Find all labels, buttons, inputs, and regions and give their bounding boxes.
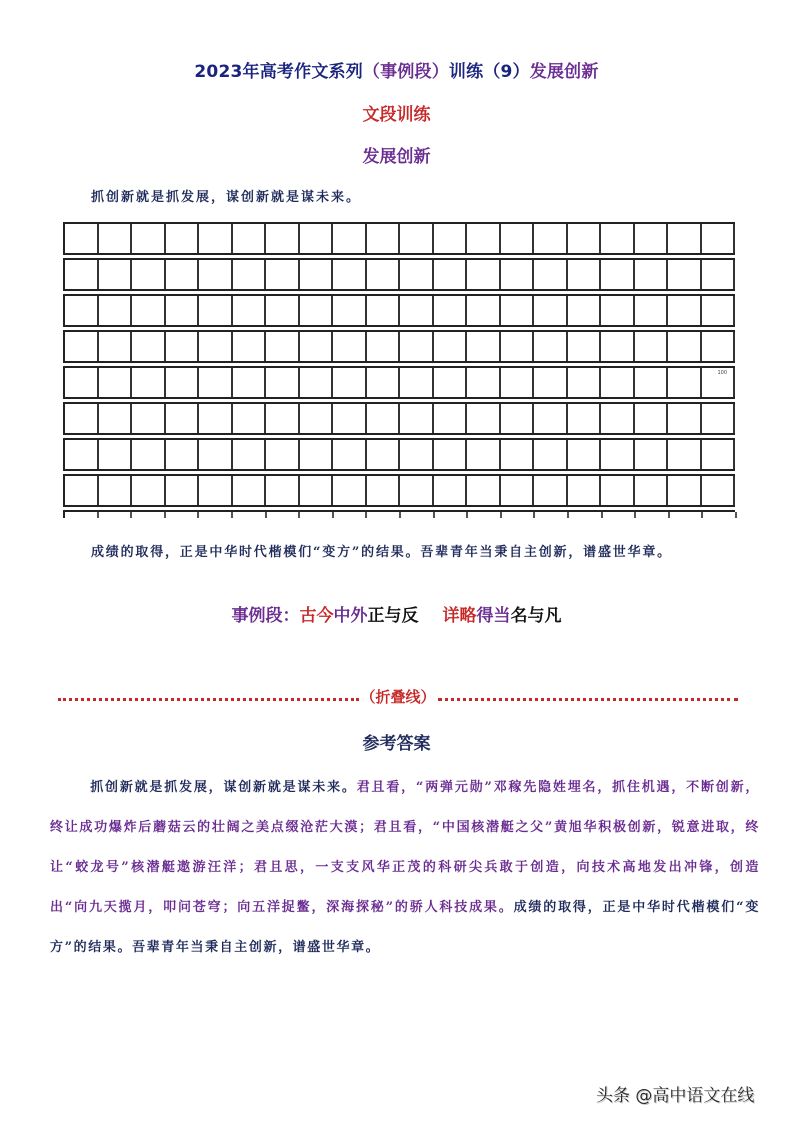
grid-row	[63, 438, 735, 471]
grid-row	[63, 294, 735, 327]
grid-cell	[534, 476, 568, 505]
fold-line-label: （折叠线）	[360, 688, 436, 706]
grid-cell	[266, 404, 300, 433]
grid-tick	[365, 512, 367, 518]
grid-cell	[65, 368, 99, 397]
grid-cell	[166, 224, 200, 253]
grid-cell	[702, 404, 736, 433]
grid-row	[63, 474, 735, 507]
grid-cell	[434, 440, 468, 469]
grid-cell	[400, 440, 434, 469]
grid-cell	[300, 296, 334, 325]
grid-tick	[130, 512, 132, 518]
fold-dots-left	[58, 698, 359, 701]
grid-cell	[233, 260, 267, 289]
grid-cell	[467, 224, 501, 253]
grid-cell	[601, 404, 635, 433]
section-heading-paragraph-training: 文段训练	[362, 105, 431, 125]
grid-cell	[300, 476, 334, 505]
motto-positive-negative: 正与反	[367, 606, 419, 626]
grid-cell	[266, 224, 300, 253]
grid-cell	[233, 440, 267, 469]
grid-cell	[166, 476, 200, 505]
grid-tick	[197, 512, 199, 518]
grid-cell	[534, 440, 568, 469]
grid-cell	[65, 404, 99, 433]
grid-tick	[533, 512, 535, 518]
grid-cell	[568, 476, 602, 505]
grid-tick	[433, 512, 435, 518]
grid-tick	[567, 512, 569, 518]
fold-line	[58, 686, 738, 707]
grid-cell	[132, 224, 166, 253]
grid-tick	[500, 512, 502, 518]
grid-cell	[467, 260, 501, 289]
grid-tick	[97, 512, 99, 518]
writing-grid	[63, 222, 735, 518]
motto-famous-ordinary: 名与凡	[510, 606, 562, 626]
grid-cell	[534, 332, 568, 361]
grid-cell	[333, 224, 367, 253]
grid-cell	[668, 440, 702, 469]
title-part-2: （事例段）	[362, 62, 449, 82]
grid-tick	[164, 512, 166, 518]
grid-cell	[166, 368, 200, 397]
grid-row	[63, 258, 735, 291]
motto-detail: 详略	[442, 606, 477, 626]
grid-tick	[668, 512, 670, 518]
grid-cell	[635, 224, 669, 253]
answer-paragraph	[50, 768, 760, 968]
grid-cell	[668, 260, 702, 289]
grid-cell	[501, 368, 535, 397]
grid-cell	[199, 404, 233, 433]
grid-cell	[467, 332, 501, 361]
grid-cell	[99, 296, 133, 325]
grid-cell	[635, 368, 669, 397]
grid-cell	[501, 404, 535, 433]
grid-cell	[300, 224, 334, 253]
grid-cell	[467, 440, 501, 469]
grid-bottom-edge	[63, 510, 735, 518]
grid-tick	[634, 512, 636, 518]
motto-domestic-foreign: 中外	[333, 606, 368, 626]
closing-sentence: 成绩的取得，正是中华时代楷模们“变方”的结果。吾辈青年当秉自主创新，谱盛世华章。	[91, 545, 672, 560]
grid-cell	[467, 476, 501, 505]
grid-cell	[668, 296, 702, 325]
grid-cell	[300, 368, 334, 397]
grid-cell	[534, 224, 568, 253]
grid-cell	[601, 260, 635, 289]
grid-tick	[701, 512, 703, 518]
grid-cell	[300, 440, 334, 469]
grid-cell	[434, 260, 468, 289]
grid-tick	[735, 512, 737, 518]
grid-cell	[65, 440, 99, 469]
section-heading-topic: 发展创新	[362, 147, 431, 167]
grid-cell	[400, 224, 434, 253]
grid-cell	[333, 260, 367, 289]
grid-cell	[434, 332, 468, 361]
grid-cell	[635, 404, 669, 433]
grid-cell	[467, 368, 501, 397]
title-part-1: 2023年高考作文系列	[194, 62, 363, 82]
grid-cell	[635, 332, 669, 361]
grid-cell	[65, 476, 99, 505]
grid-cell	[166, 404, 200, 433]
lead-sentence: 抓创新就是抓发展，谋创新就是谋未来。	[91, 190, 362, 205]
grid-cell	[333, 368, 367, 397]
grid-cell	[266, 368, 300, 397]
grid-cell	[702, 332, 736, 361]
grid-cell	[568, 332, 602, 361]
grid-cell	[65, 224, 99, 253]
grid-cell	[568, 296, 602, 325]
grid-cell	[367, 404, 401, 433]
grid-cell	[65, 332, 99, 361]
grid-cell	[668, 332, 702, 361]
word-count-marker: 100	[717, 370, 727, 376]
grid-cell	[568, 260, 602, 289]
grid-cell	[199, 260, 233, 289]
grid-cell	[702, 224, 736, 253]
grid-cell	[300, 260, 334, 289]
grid-cell	[534, 260, 568, 289]
grid-cell	[333, 440, 367, 469]
grid-tick	[298, 512, 300, 518]
grid-cell	[568, 368, 602, 397]
document-title	[0, 57, 793, 82]
grid-cell	[635, 296, 669, 325]
fold-dots-right	[438, 698, 739, 701]
grid-tick	[466, 512, 468, 518]
grid-row	[63, 366, 735, 399]
grid-cell	[233, 224, 267, 253]
grid-cell	[400, 260, 434, 289]
grid-cell	[434, 476, 468, 505]
grid-cell	[702, 440, 736, 469]
grid-cell	[132, 476, 166, 505]
grid-cell	[367, 296, 401, 325]
grid-cell	[65, 296, 99, 325]
grid-cell	[333, 332, 367, 361]
answer-closing: 成绩的取得，正是中华时代楷模们“变方”的结果。吾辈青年当秉自主创新，谱盛世华章。	[50, 900, 760, 955]
grid-cell	[601, 476, 635, 505]
grid-cell	[166, 296, 200, 325]
grid-cell	[199, 224, 233, 253]
grid-cell	[534, 404, 568, 433]
grid-tick	[231, 512, 233, 518]
grid-cell	[434, 224, 468, 253]
grid-cell	[233, 404, 267, 433]
grid-cell	[99, 224, 133, 253]
grid-cell	[601, 440, 635, 469]
grid-cell	[568, 404, 602, 433]
motto-appropriate: 得当	[476, 606, 511, 626]
grid-cell	[367, 224, 401, 253]
grid-cell	[65, 260, 99, 289]
answer-body: 君且看，“两弹元勋”邓稼先隐姓埋名，抓住机遇，不断创新，终让成功爆炸后蘑菇云的壮阔之美点缀沧茫大漠；君且看，“中国核潜艇之父”黄旭华积极创新，锐意进取，终让“蛟龙号”核潜艇遨游汪洋；君且思，一支支风华正茂的科研尖兵敢于创造，向技术高地发出冲锋，创造出“向九天揽月，叩问苍穹；向五洋捉鳖，深海探秘”的骄人科技成果。	[50, 780, 760, 915]
grid-cell	[367, 476, 401, 505]
grid-row	[63, 222, 735, 255]
grid-cell	[534, 296, 568, 325]
grid-cell	[132, 368, 166, 397]
grid-cell	[300, 404, 334, 433]
grid-cell	[501, 476, 535, 505]
grid-cell	[635, 440, 669, 469]
grid-tick	[399, 512, 401, 518]
grid-cell	[199, 296, 233, 325]
grid-cell	[333, 296, 367, 325]
grid-cell	[501, 440, 535, 469]
grid-cell	[266, 296, 300, 325]
grid-cell	[233, 476, 267, 505]
grid-cell	[668, 404, 702, 433]
grid-row	[63, 330, 735, 363]
grid-cell	[400, 296, 434, 325]
grid-cell	[166, 440, 200, 469]
grid-cell	[99, 332, 133, 361]
grid-cell	[668, 368, 702, 397]
grid-cell	[501, 296, 535, 325]
answer-heading: 参考答案	[362, 734, 431, 754]
grid-cell	[233, 368, 267, 397]
grid-cell	[601, 368, 635, 397]
grid-cell	[132, 332, 166, 361]
grid-cell	[166, 260, 200, 289]
grid-cell	[635, 260, 669, 289]
grid-cell	[467, 296, 501, 325]
grid-cell	[400, 476, 434, 505]
grid-cell	[635, 476, 669, 505]
grid-cell	[132, 296, 166, 325]
grid-cell	[300, 332, 334, 361]
grid-cell	[702, 368, 736, 397]
grid-cell	[400, 332, 434, 361]
grid-cell	[99, 368, 133, 397]
title-part-3: 训练（9）	[448, 62, 530, 82]
grid-cell	[233, 332, 267, 361]
grid-cell	[434, 296, 468, 325]
grid-cell	[568, 224, 602, 253]
grid-cell	[266, 476, 300, 505]
grid-cell	[132, 440, 166, 469]
grid-cell	[467, 404, 501, 433]
grid-cell	[434, 368, 468, 397]
title-part-4: 发展创新	[529, 62, 599, 82]
grid-cell	[266, 260, 300, 289]
grid-cell	[99, 404, 133, 433]
grid-cell	[199, 332, 233, 361]
grid-cell	[702, 296, 736, 325]
motto-label: 事例段：	[231, 606, 300, 626]
grid-cell	[501, 224, 535, 253]
grid-tick	[265, 512, 267, 518]
answer-opening: 抓创新就是抓发展，谋创新就是谋未来。	[90, 780, 357, 795]
grid-cell	[199, 476, 233, 505]
grid-cell	[367, 440, 401, 469]
grid-cell	[99, 440, 133, 469]
grid-cell	[668, 476, 702, 505]
grid-tick	[601, 512, 603, 518]
grid-cell	[501, 332, 535, 361]
grid-cell	[166, 332, 200, 361]
grid-cell	[367, 260, 401, 289]
grid-cell	[601, 224, 635, 253]
grid-cell	[400, 404, 434, 433]
grid-cell	[702, 260, 736, 289]
grid-cell	[568, 440, 602, 469]
grid-cell	[99, 260, 133, 289]
grid-cell	[534, 368, 568, 397]
grid-cell	[99, 476, 133, 505]
grid-cell	[702, 476, 736, 505]
grid-cell	[132, 260, 166, 289]
grid-cell	[434, 404, 468, 433]
motto-ancient-modern: 古今	[299, 606, 334, 626]
grid-cell	[199, 440, 233, 469]
grid-cell	[367, 368, 401, 397]
watermark: 头条 @高中语文在线	[596, 1086, 755, 1106]
grid-cell	[233, 296, 267, 325]
grid-cell	[266, 440, 300, 469]
grid-tick	[332, 512, 334, 518]
grid-cell	[266, 332, 300, 361]
grid-cell	[668, 224, 702, 253]
grid-cell	[501, 260, 535, 289]
grid-cell	[333, 404, 367, 433]
grid-cell	[367, 332, 401, 361]
grid-cell	[199, 368, 233, 397]
motto-line	[0, 601, 793, 626]
grid-cell	[601, 296, 635, 325]
grid-cell	[601, 332, 635, 361]
grid-cell	[132, 404, 166, 433]
grid-row	[63, 402, 735, 435]
grid-cell	[333, 476, 367, 505]
grid-cell	[400, 368, 434, 397]
